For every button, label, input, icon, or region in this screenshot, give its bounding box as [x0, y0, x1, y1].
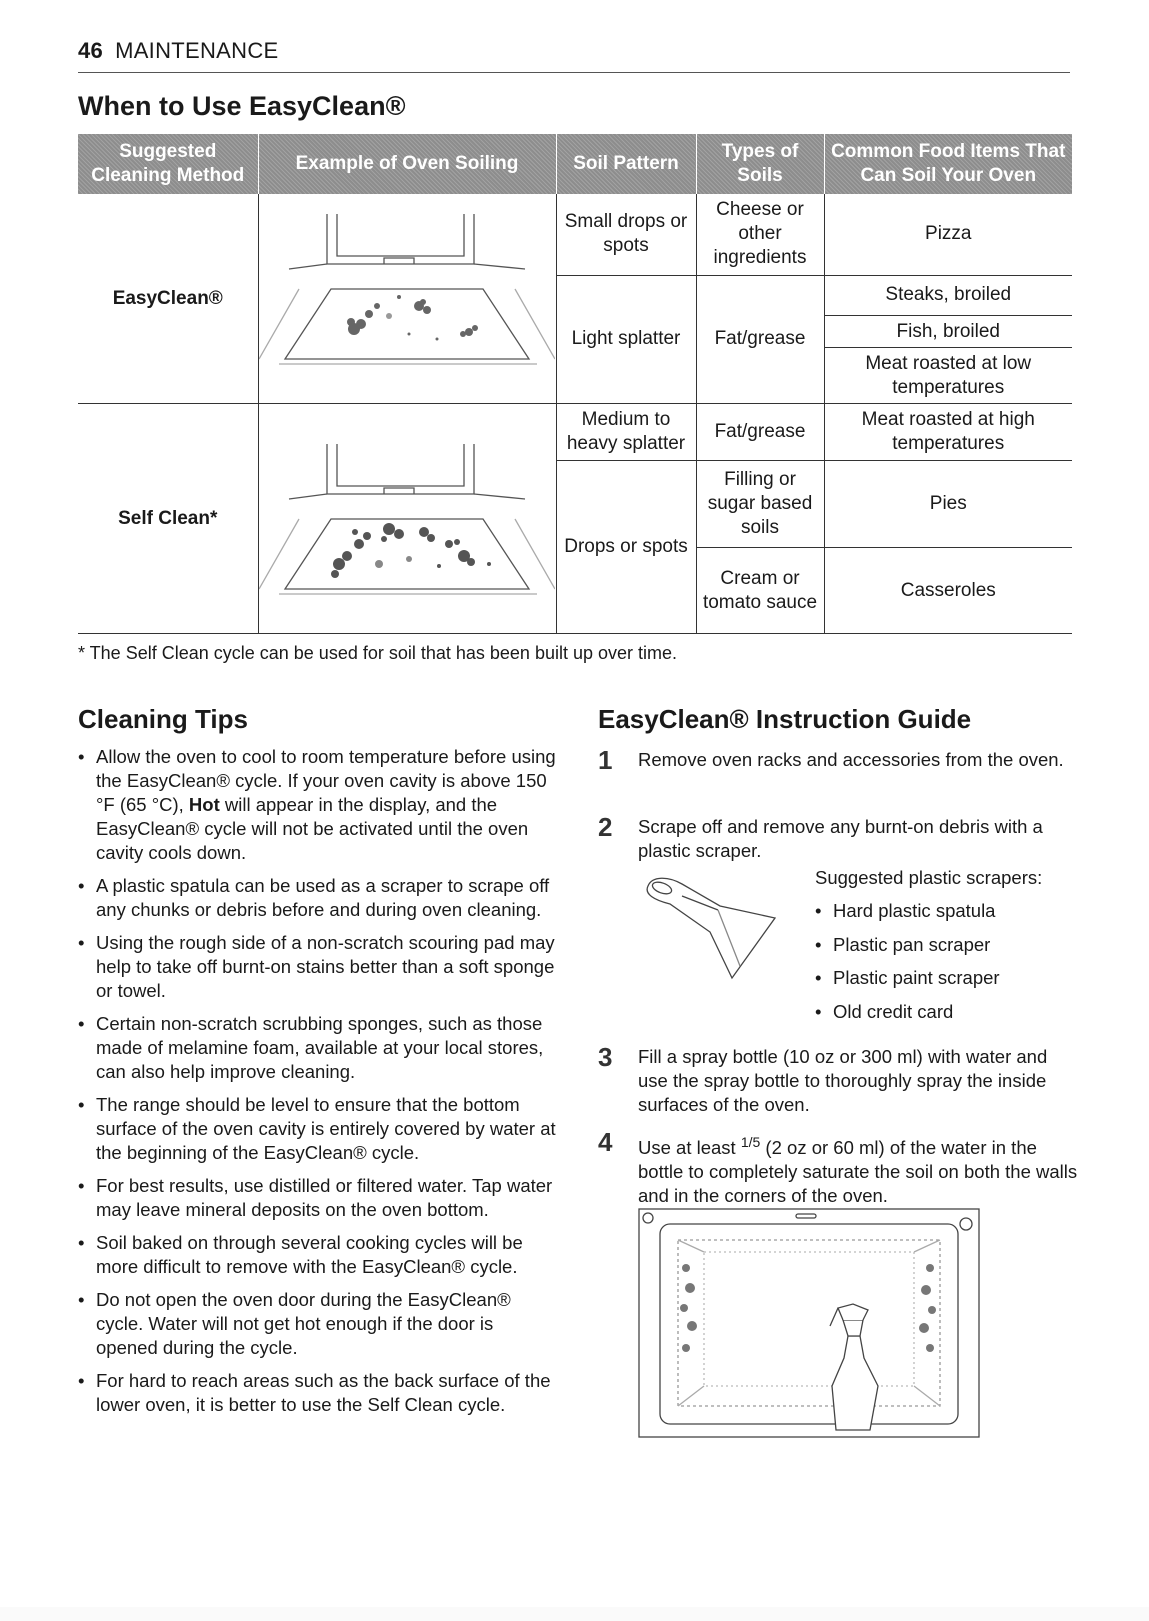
step-number: 1: [598, 745, 613, 775]
soil-pattern: Light splatter: [556, 275, 696, 404]
table-header: Suggested Cleaning Method: [78, 134, 258, 194]
oven-soiling-light-illustration: [258, 194, 556, 404]
step-number: 4: [598, 1127, 613, 1157]
soil-type: Cheese or other ingredients: [696, 194, 824, 275]
soil-pattern: Medium to heavy splatter: [556, 404, 696, 461]
table-header: Example of Oven Soiling: [258, 134, 556, 194]
table-header: Common Food Items That Can Soil Your Oven: [824, 134, 1072, 194]
step-number: 3: [598, 1042, 613, 1072]
soil-pattern: Small drops or spots: [556, 194, 696, 275]
list-item: • Plastic pan scraper: [815, 933, 1000, 957]
food-item: Fish, broiled: [824, 316, 1072, 348]
page-header: [78, 38, 1070, 73]
scraper-list: [815, 899, 1000, 1033]
step-4: [598, 1127, 1078, 1208]
scraper-caption: Suggested plastic scrapers:: [815, 867, 1043, 888]
soil-type: Fat/grease: [696, 275, 824, 404]
list-item: • Do not open the oven door during the EasyClean® cycle. Water will not get hot enough if the door is opened during the cycle.: [78, 1288, 558, 1360]
step-2: [598, 812, 1078, 863]
list-item: • Old credit card: [815, 1000, 1000, 1024]
food-item: Meat roasted at high temperatures: [824, 404, 1072, 461]
table-footnote: * The Self Clean cycle can be used for soil that has been built up over time.: [78, 643, 678, 663]
food-item: Casseroles: [824, 548, 1072, 634]
table-header-row: [78, 134, 1072, 194]
method-easyclean: EasyClean®: [78, 194, 258, 404]
list-item: • Allow the oven to cool to room temperature before using the EasyClean® cycle. If your oven cavity is above 150 °F (65 °C), Hot will appear in the display, and the EasyClean® cycle will not be activated until the oven cavity cools down.: [78, 745, 558, 865]
soil-type: Filling or sugar based soils: [696, 461, 824, 548]
list-item: • A plastic spatula can be used as a scraper to scrape off any chunks or debris before and during oven cleaning.: [78, 874, 558, 922]
step-text: Remove oven racks and accessories from the oven.: [638, 749, 1064, 770]
list-item: • Plastic paint scraper: [815, 966, 1000, 990]
soil-pattern: Drops or spots: [556, 461, 696, 634]
page-number: 46: [78, 38, 104, 63]
step-1: [598, 745, 1078, 775]
oven-spray-bottle-illustration: [638, 1208, 980, 1440]
soil-type: Fat/grease: [696, 404, 824, 461]
oven-soiling-heavy-illustration: [258, 404, 556, 634]
step-text: Scrape off and remove any burnt-on debris with a plastic scraper.: [638, 816, 1043, 861]
step-text: Use at least $^{1/5}$ (2 oz or 60 ml) of the water in the bottle to completely saturate the soil on both the walls and in the corners of the oven.: [638, 1134, 1078, 1207]
table-header: Soil Pattern: [556, 134, 696, 194]
list-item: • Using the rough side of a non-scratch scouring pad may help to take off burnt-on stains better than a soft sponge or towel.: [78, 931, 558, 1003]
cleaning-tips-list: [78, 745, 558, 1426]
section-name: MAINTENANCE: [115, 38, 279, 63]
food-item: Meat roasted at low temperatures: [824, 348, 1072, 404]
list-item: • For best results, use distilled or filtered water. Tap water may leave mineral deposits on the oven bottom.: [78, 1174, 558, 1222]
list-item: • For hard to reach areas such as the back surface of the lower oven, it is better to use the Self Clean cycle.: [78, 1369, 558, 1417]
scraper-suggestions: [640, 866, 1080, 1026]
list-item: • Hard plastic spatula: [815, 899, 1000, 923]
step-number: 2: [598, 812, 613, 842]
instruction-guide-title: EasyClean® Instruction Guide: [598, 704, 972, 734]
list-item: • Certain non-scratch scrubbing sponges, such as those made of melamine foam, available at your local stores, can also help improve cleaning.: [78, 1012, 558, 1084]
food-item: Pies: [824, 461, 1072, 548]
step-3: [598, 1042, 1078, 1117]
method-selfclean: Self Clean*: [78, 404, 258, 634]
cleaning-method-table: [78, 134, 1072, 634]
section-title: When to Use EasyClean®: [78, 91, 406, 121]
table-row: [78, 404, 1072, 461]
step-text: Fill a spray bottle (10 oz or 300 ml) with water and use the spray bottle to thoroughly spray the inside surfaces of the oven.: [638, 1046, 1048, 1115]
food-item: Steaks, broiled: [824, 275, 1072, 316]
plastic-scraper-illustration: [640, 874, 790, 984]
cleaning-tips-title: Cleaning Tips: [78, 704, 248, 734]
soil-type: Cream or tomato sauce: [696, 548, 824, 634]
food-item: Pizza: [824, 194, 1072, 275]
list-item: • The range should be level to ensure that the bottom surface of the oven cavity is entirely covered by water at the beginning of the EasyClean® cycle.: [78, 1093, 558, 1165]
table-row: [78, 194, 1072, 275]
list-item: • Soil baked on through several cooking cycles will be more difficult to remove with the EasyClean® cycle.: [78, 1231, 558, 1279]
table-header: Types of Soils: [696, 134, 824, 194]
page-bottom-edge: [0, 1607, 1149, 1621]
